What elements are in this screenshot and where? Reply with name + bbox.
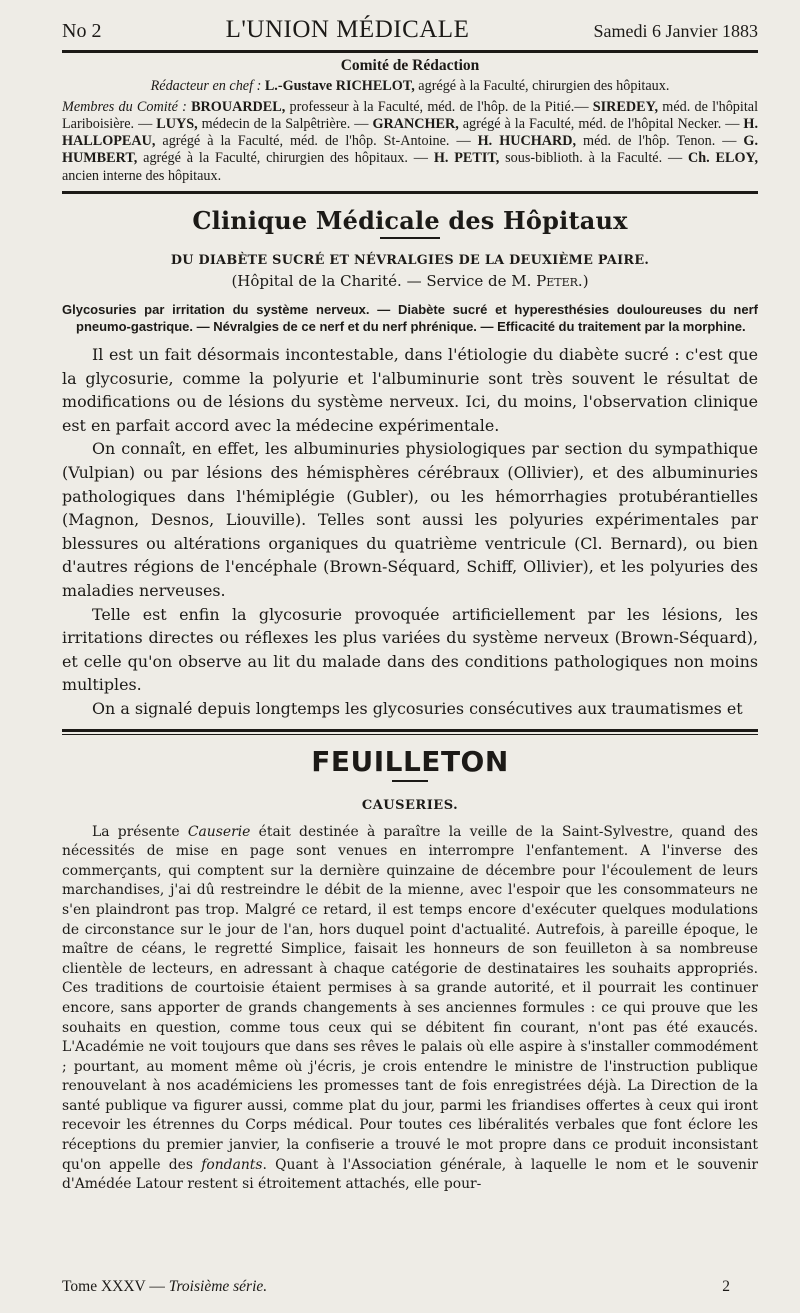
paragraph: Il est un fait désormais incontestable, dans l'étiologie du diabète sucré : c'est que la glycosurie, comme la polyurie et l'albuminurie sont très souvent le résultat de modifications ou de lésions du système nerveux. Ici, du moins, l'observation clinique est en parfait accord avec la médecine expérimentale. — [62, 345, 758, 435]
member-name: H. HUCHARD, — [477, 133, 577, 150]
committee-rule — [62, 191, 758, 194]
title-ornament-rule — [380, 237, 440, 239]
masthead-rule — [62, 50, 758, 53]
member-desc: agrégé à la Faculté, chirurgien des hôpitaux. — — [137, 150, 434, 167]
page-footer — [62, 1278, 750, 1296]
hospital-suffix: ) — [582, 272, 589, 291]
paragraph: On a signalé depuis longtemps les glycosuries consécutives aux traumatismes et — [92, 698, 743, 718]
causeries-heading: CAUSERIES. — [361, 797, 459, 813]
volume-info — [62, 1278, 267, 1296]
editor-label: Rédacteur en chef : — [150, 78, 262, 95]
volume-number: Tome XXXV — — [62, 1278, 169, 1295]
member-name: SIREDEY, — [592, 98, 659, 115]
feuilleton-title: FEUILLETON — [311, 744, 509, 778]
paragraph: Telle est enfin la glycosurie provoquée artificiellement par les lésions, les irritations directes ou réflexes les plus variées du système nerveux (Brown-Séquard), et celle qu'on observe au lit du malade dans des conditions pathologiques non moins multiples. — [62, 604, 758, 695]
masthead — [62, 16, 758, 46]
text-run: était destinée à paraître la veille de la Saint-Sylvestre, quand des nécessités de mise en page sont venues en interrompre l'enfantement. A l'inverse des commerçants, qui comptent sur la dernière quinzaine de décembre pour l'écoulement de leurs marchandises, j'ai dû restreindre le débit de la mienne, avec l'espoir que les consommateurs ne s'en plaindront pas trop. Malgré ce retard, il est temps encore d'exécuter quelques modulations de circonstance sur le jour de l'an, hors duquel point d'actualité. Autrefois, à pareille époque, le maître de céans, le regretté Simplice, faisait les honneurs de son feuilleton à sa nombreuse clientèle de lecteurs, en adressant à chaque catégorie de destinataires les souhaits appropriés. Ces traditions de courtoisie étaient permises à sa grande autorité, et il pourrait les continuer encore, sans apporter de grands changements à ses anciennes formules : ce qui prouve que les souhaits en question, comme tous ceux qui se débitent fin courant, n'ont pas été exaucés. L'Académie ne voit toujours que dans ses rêves le palais où elle aspire à s'installer commodément ; pourtant, au moment même où j'écris, je crois entendre le ministre de l'instruction publique renouvelant à nos académiciens les promesses tant de fois enregistrées déjà. La Direction de la santé publique va figurer aussi, comme plat du jour, parmi les friandises offertes à ceux qui iront recevoir les étrennes du Corps médical. Pour toutes ces libéralités verbales que font éclore les réceptions du premier janvier, la confiserie a trouvé le mot propre dans ce produit inconsistant qu'on appelle des — [62, 823, 759, 1173]
text-run-italic: fondants — [201, 1156, 263, 1173]
hospital-doctor: Peter. — [536, 272, 583, 291]
text-run: La présente — [92, 823, 188, 840]
paragraph — [62, 823, 758, 1195]
member-desc: agrégé à la Faculté, méd. de l'hôpital Necker. — — [458, 115, 744, 132]
editorial-committee — [62, 57, 758, 185]
feuilleton-separator — [62, 729, 758, 735]
article-body — [62, 343, 758, 721]
member-desc: méd. de l'hôpital Lariboisière. — — [62, 98, 759, 132]
text-run-italic: Causerie — [187, 823, 251, 840]
series-label: Troisième série. — [168, 1278, 268, 1295]
committee-members — [62, 99, 758, 185]
editor-desc: agrégé à la Faculté, chirurgien des hôpitaux. — [414, 78, 670, 95]
member-desc: méd. de l'hôp. Tenon. — — [576, 133, 744, 150]
members-label: Membres du Comité : — [62, 98, 187, 115]
member-name: H. PETIT, — [433, 150, 500, 167]
clinique-title: Clinique Médicale des Hôpitaux — [192, 206, 628, 236]
member-desc: professeur à la Faculté, méd. de l'hôp. de la Pitié.— — [285, 98, 593, 115]
hospital-line — [62, 272, 758, 290]
member-name: H. HALLOPEAU, — [62, 115, 758, 150]
member-name: G. HUMBERT, — [62, 133, 759, 167]
member-desc: ancien interne des hôpitaux. — [62, 167, 222, 184]
committee-heading: Comité de Rédaction — [340, 57, 480, 74]
member-name: BROUARDEL, — [191, 98, 286, 115]
article-summary: Glycosuries par irritation du système nerveux. — Diabète sucré et hyperesthésies douloureuses du nerf pneumo-gastrique. — Névralgies de ce nerf et du nerf phrénique. — Efficacité du traitement par la morphine. — [62, 302, 758, 334]
issue-date: Samedi 6 Janvier 1883 — [593, 21, 758, 41]
article-subtitle: DU DIABÈTE SUCRÉ ET NÉVRALGIES DE LA DEUXIÈME PAIRE. — [170, 253, 650, 269]
paragraph: On connaît, en effet, les albuminuries physiologiques par section du sympathique (Vulpian) ou par lésions des hémisphères cérébraux (Ollivier), et des albuminuries pathologiques dans l'hémiplégie (Gubler), ou les hémorrhagies protubérantielles (Magnon, Desnos, Liouville). Telles sont aussi les polyuries expérimentales par blessures ou altérations organiques du quatrième ventricule (Cl. Bernard), ou bien d'autres régions de l'encéphale (Brown-Séquard, Schiff, Ollivier), et les polyuries des maladies nerveuses. — [62, 439, 758, 601]
member-name: LUYS, — [156, 115, 198, 132]
member-desc: agrégé à la Faculté, méd. de l'hôp. St-Antoine. — — [155, 133, 478, 150]
page-number: 2 — [722, 1278, 730, 1295]
member-name: GRANCHER, — [372, 115, 459, 132]
member-name: Ch. ELOY, — [688, 150, 758, 167]
member-desc: médecin de la Salpêtrière. — — [197, 115, 373, 132]
editor-name: L.-Gustave RICHELOT, — [264, 78, 415, 95]
issue-number: No 2 — [62, 20, 102, 42]
editor-in-chief — [62, 78, 758, 95]
feuilleton-ornament-rule — [392, 780, 428, 782]
journal-title: L'UNION MÉDICALE — [225, 16, 470, 43]
text-run: . Quant à l'Association générale, à laquelle le nom et le souvenir d'Amédée Latour restent si étroitement attachés, elle pour- — [62, 1156, 758, 1193]
hospital-prefix: (Hôpital de la Charité. — Service de M. — [231, 272, 537, 291]
member-desc: sous-biblioth. à la Faculté. — — [499, 150, 689, 167]
feuilleton-body — [62, 823, 758, 1195]
